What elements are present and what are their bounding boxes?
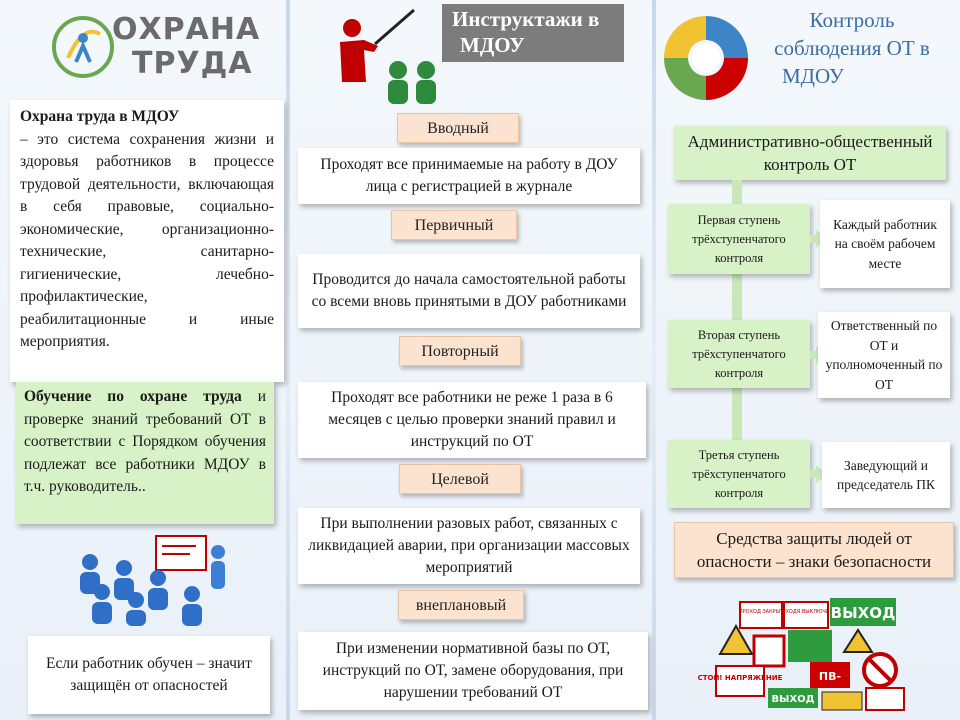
sign-text: УХОДЯ ВЫКЛЮЧИ xyxy=(782,609,830,615)
control-stage: Вторая ступень трёхступенчатого контроля xyxy=(668,320,810,388)
sign-text: ВЫХОД xyxy=(771,694,815,705)
control-header: Административно-общественный контроль ОТ xyxy=(674,126,946,180)
stage-label: Первичный xyxy=(391,210,517,240)
teacher-pointer-icon xyxy=(330,4,440,104)
sign-text: ПВ- xyxy=(818,670,842,683)
stage-label: Целевой xyxy=(399,464,521,494)
stage-label: внеплановый xyxy=(398,590,524,620)
control-stage: Третья ступень трёхступенчатого контроля xyxy=(668,440,810,508)
stage-label: Вводный xyxy=(397,113,519,143)
logo-line2: ТРУДА xyxy=(132,46,253,81)
control-responsible: Заведующий и председатель ПК xyxy=(822,442,950,508)
right-title: Контроль соблюдения ОТ в МДОУ xyxy=(774,8,930,88)
stage-text: Проходят все принимаемые на работу в ДОУ лица с регистрацией в журнале xyxy=(298,148,640,204)
bottom-note: Если работник обучен – значит защищён от опасностей xyxy=(28,636,270,714)
classroom-illustration xyxy=(72,534,272,626)
training-title: Обучение по охране труда xyxy=(24,388,242,405)
safety-signs-illustration xyxy=(697,596,922,714)
stage-label: Повторный xyxy=(399,336,521,366)
logo xyxy=(50,12,261,82)
protection-box: Средства защиты людей от опасности – знаки безопасности xyxy=(674,522,954,578)
definition-title: Охрана труда в МДОУ xyxy=(20,108,180,125)
stage-text: При выполнении разовых работ, связанных с ликвидацией аварии, при организации массовых мероприятий xyxy=(298,508,640,584)
training-box xyxy=(16,382,274,524)
stage-text: Проводится до начала самостоятельной работы со всеми вновь принятыми в ДОУ работниками xyxy=(298,254,640,328)
training-text: и проверке знаний требований ОТ в соответствии с Порядком обучения подлежат все работники МДОУ в т.ч. руководитель.. xyxy=(24,388,266,495)
puzzle-icon xyxy=(658,10,754,106)
stage-text: При изменении нормативной базы по ОТ, инструкций по ОТ, замене оборудования, при нарушении требований ОТ xyxy=(298,632,648,710)
sign-text: ВЫХОД xyxy=(830,604,896,622)
sign-text: ПРОХОД ЗАКРЫТ xyxy=(738,609,784,615)
column-divider xyxy=(286,0,290,720)
logo-icon xyxy=(50,14,116,80)
sign-text: СТОЙ! НАПРЯЖЕНИЕ xyxy=(697,674,783,682)
control-responsible: Каждый работник на своём рабочем месте xyxy=(820,200,950,288)
control-stage: Первая ступень трёхступенчатого контроля xyxy=(668,204,810,274)
middle-title: Инструктажи в МДОУ xyxy=(442,4,624,62)
stage-text: Проходят все работники не реже 1 раза в 6 месяцев с целью проверки знаний правил и инструкций по ОТ xyxy=(298,382,646,458)
definition-box xyxy=(10,100,284,382)
logo-line1: ОХРАНА xyxy=(112,12,261,47)
definition-text: – это система сохранения жизни и здоровья работников в процессе трудовой деятельности, включающая в себя правовые, социально-экономические, организационно-технические, санитарно-гигиенические, лечебно-профилактические, реабилитационные и иные мероприятия. xyxy=(20,130,274,350)
column-divider xyxy=(652,0,656,720)
control-responsible: Ответственный по ОТ и уполномоченный по ОТ xyxy=(818,312,950,398)
